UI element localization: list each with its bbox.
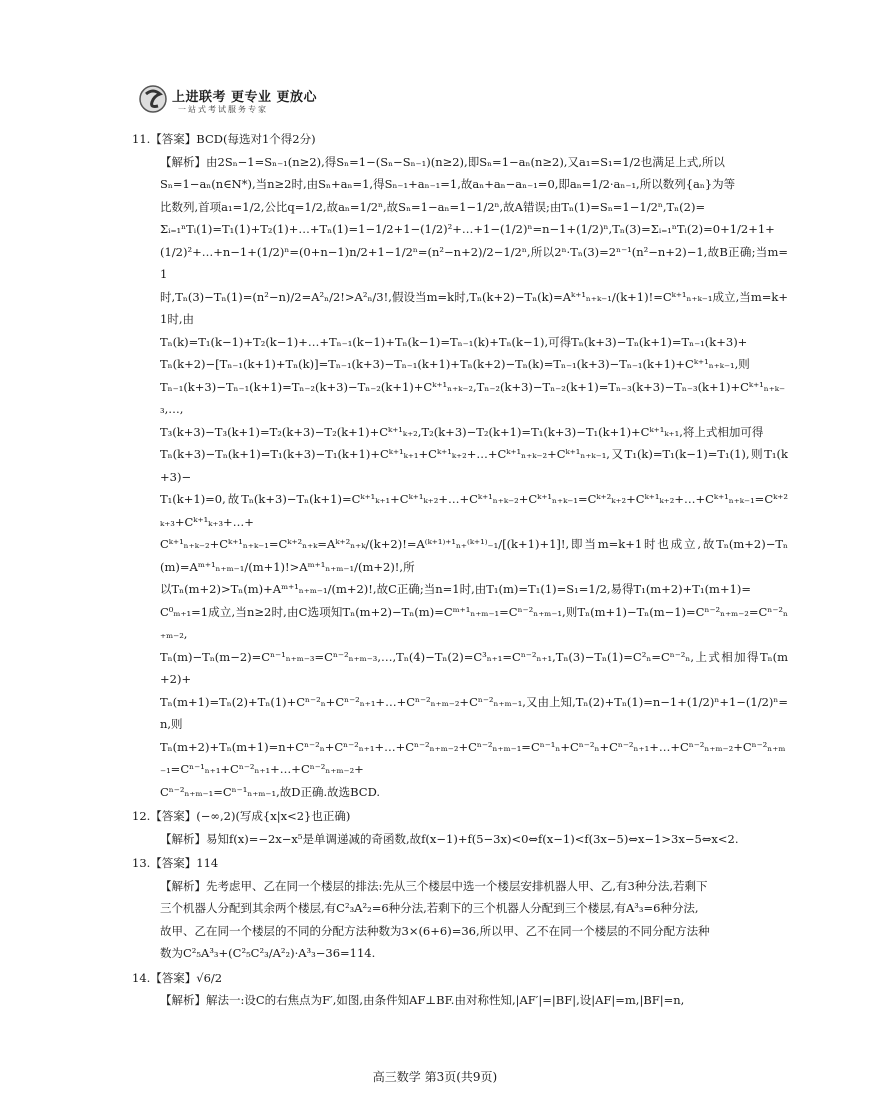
q11-line: T₁(k+1)=0,故Tₙ(k+3)−Tₙ(k+1)=Cᵏ⁺¹ₖ₊₁+Cᵏ⁺¹ₖ₊₂+…+Cᵏ⁺¹ₙ₊ₖ₋₂+Cᵏ⁺¹ₙ₊ₖ₋₁=Cᵏ⁺²ₖ₊₂+Cᵏ⁺¹ₖ₊₂+…+Cᵏ⁺¹ₙ₊ₖ₋₁=Cᵏ⁺²ₖ₊₃+Cᵏ⁺¹ₖ₊₃+…+ — [160, 492, 788, 529]
q13-line: 【解析】先考虑甲、乙在同一个楼层的排法:先从三个楼层中选一个楼层安排机器人甲、乙,有3种分法,若剩下 — [160, 878, 708, 893]
brand-slogan: 一站式考试服务专家 — [178, 105, 268, 114]
q12-answer: 12.【答案】(−∞,2)(写成{x|x<2}也正确) — [132, 809, 351, 823]
q11-line: (1/2)²+…+n−1+(1/2)ⁿ=(0+n−1)n/2+1−1/2ⁿ=(n²−n+2)/2−1/2ⁿ,所以2ⁿ·Tₙ(3)=2ⁿ⁻¹(n²−n+2)−1,故B正确;当m=1 — [160, 244, 788, 281]
q12-line: 【解析】易知f(x)=−2x−x⁵是单调递减的奇函数,故f(x−1)+f(5−3x)<0⇔f(x−1)<f(3x−5)⇔x−1>3x−5⇔x<2. — [160, 831, 739, 846]
q14-analysis — [148, 989, 788, 1012]
header — [138, 84, 438, 124]
q11-line: 【解析】由2Sₙ−1=Sₙ₋₁(n≥2),得Sₙ=1−(Sₙ−Sₙ₋₁)(n≥2),即Sₙ=1−aₙ(n≥2),又a₁=S₁=1/2也满足上式,所以 — [160, 154, 725, 169]
q11-analysis — [148, 151, 788, 804]
q11-line: 时,Tₙ(3)−Tₙ(1)=(n²−n)/2=A²ₙ/2!>A²ₙ/3!,假设当m=k时,Tₙ(k+2)−Tₙ(k)=Aᵏ⁺¹ₙ₊ₖ₋₁/(k+1)!=Cᵏ⁺¹ₙ₊ₖ₋₁成立,当m=k+1时,由 — [160, 289, 788, 326]
q14-answer: 14.【答案】√6/2 — [132, 970, 223, 985]
q13-line: 数为C²₅A³₃+(C²₅C²₃/A²₂)·A³₃−36=114. — [160, 946, 376, 960]
q11-line: 比数列,首项a₁=1/2,公比q=1/2,故aₙ=1/2ⁿ,故Sₙ=1−aₙ=1−1/2ⁿ,故A错误;由Tₙ(1)=Sₙ=1−1/2ⁿ,Tₙ(2)= — [160, 199, 706, 214]
q11-line: Tₙ(k+2)−[Tₙ₋₁(k+1)+Tₙ(k)]=Tₙ₋₁(k+3)−Tₙ₋₁(k+1)+Tₙ(k+2)−Tₙ(k)=Tₙ₋₁(k+3)−Tₙ₋₁(k+1)+Cᵏ⁺¹ₙ₊ₖ₋₁,则 — [160, 357, 750, 371]
q11-line: Σᵢ₌₁ⁿTᵢ(1)=T₁(1)+T₂(1)+…+Tₙ(1)=1−1/2+1−(1/2)²+…+1−(1/2)ⁿ=n−1+(1/2)ⁿ,Tₙ(3)=Σᵢ₌₁ⁿTᵢ(2)=0+1/2+1+ — [160, 222, 775, 236]
q11-line: 以Tₙ(m+2)>Tₙ(m)+Aᵐ⁺¹ₙ₊ₘ₋₁/(m+2)!,故C正确;当n=1时,由T₁(m)=T₁(1)=S₁=1/2,易得T₁(m+2)+T₁(m+1)= — [160, 582, 752, 596]
q13-line: 故甲、乙在同一个楼层的不同的分配方法种数为3×(6+6)=36,所以甲、乙不在同一个楼层的不同分配方法种 — [160, 923, 710, 938]
q11-line: Tₙ(k)=T₁(k−1)+T₂(k−1)+…+Tₙ₋₁(k−1)+Tₙ(k−1)=Tₙ₋₁(k)+Tₙ(k−1),可得Tₙ(k+3)−Tₙ(k+1)=Tₙ₋₁(k+3)+ — [160, 334, 748, 349]
q11-line: Cⁿ⁻²ₙ₊ₘ₋₁=Cⁿ⁻¹ₙ₊ₘ₋₁,故D正确.故选BCD. — [160, 784, 381, 799]
q13-analysis — [148, 875, 788, 965]
q11-line: Sₙ=1−aₙ(n∈N*),当n≥2时,由Sₙ+aₙ=1,得Sₙ₋₁+aₙ₋₁=1,故aₙ+aₙ−aₙ₋₁=0,即aₙ=1/2·aₙ₋₁,所以数列{aₙ}为等 — [160, 177, 736, 191]
q11-line: Tₙ₋₁(k+3)−Tₙ₋₁(k+1)=Tₙ₋₂(k+3)−Tₙ₋₂(k+1)+Cᵏ⁺¹ₙ₊ₖ₋₂,Tₙ₋₂(k+3)−Tₙ₋₂(k+1)=Tₙ₋₃(k+3)−Tₙ₋₃(k+1)+Cᵏ⁺¹ₙ₊ₖ₋₃,…, — [160, 379, 786, 416]
q11-line: Tₙ(k+3)−Tₙ(k+1)=T₁(k+3)−T₁(k+1)+Cᵏ⁺¹ₖ₊₁+Cᵏ⁺¹ₖ₊₂+…+Cᵏ⁺¹ₙ₊ₖ₋₂+Cᵏ⁺¹ₙ₊ₖ₋₁,又T₁(k)=T₁(k−1)=T₁(1),则T₁(k+3)− — [160, 447, 788, 484]
logo-icon — [138, 84, 168, 114]
q11-answer: 11.【答案】BCD(每选对1个得2分) — [132, 132, 316, 146]
q11-line: Tₙ(m)−Tₙ(m−2)=Cⁿ⁻¹ₙ₊ₘ₋₃=Cⁿ⁻²ₙ₊ₘ₋₃,…,Tₙ(4)−Tₙ(2)=C³ₙ₊₁=Cⁿ⁻²ₙ₊₁,Tₙ(3)−Tₙ(1)=C²ₙ=Cⁿ⁻²ₙ,上式相加得Tₙ(m+2)+ — [160, 649, 788, 686]
q11-line: Tₙ(m+1)=Tₙ(2)+Tₙ(1)+Cⁿ⁻²ₙ+Cⁿ⁻²ₙ₊₁+…+Cⁿ⁻²ₙ₊ₘ₋₂+Cⁿ⁻²ₙ₊ₘ₋₁,又由上知,Tₙ(2)+Tₙ(1)=n−1+(1/2)ⁿ+1−(1/2)ⁿ=n,则 — [160, 694, 788, 731]
q11-line: Tₙ(m+2)+Tₙ(m+1)=n+Cⁿ⁻²ₙ+Cⁿ⁻²ₙ₊₁+…+Cⁿ⁻²ₙ₊ₘ₋₂+Cⁿ⁻²ₙ₊ₘ₋₁=Cⁿ⁻¹ₙ+Cⁿ⁻²ₙ+Cⁿ⁻²ₙ₊₁+…+Cⁿ⁻²ₙ₊ₘ₋₂+Cⁿ⁻²ₙ₊ₘ₋₁=Cⁿ⁻¹ₙ₊₁+Cⁿ⁻²ₙ₊₁+…+Cⁿ⁻²ₙ₊ₘ₋₂+ — [160, 739, 786, 776]
q11-line: Cᵏ⁺¹ₙ₊ₖ₋₂+Cᵏ⁺¹ₙ₊ₖ₋₁=Cᵏ⁺²ₙ₊ₖ=Aᵏ⁺²ₙ₊ₖ/(k+2)!=A⁽ᵏ⁺¹⁾⁺¹ₙ₊⁽ᵏ⁺¹⁾₋₁/[(k+1)+1]!,即当m=k+1时也成立,故Tₙ(m+2)−Tₙ(m)=Aᵐ⁺¹ₙ₊ₘ₋₁/(m+1)!>Aᵐ⁺¹ₙ₊ₘ₋₁/(m+2)!,所 — [160, 537, 788, 574]
q11-line: C⁰ₘ₊₁=1成立,当n≥2时,由C选项知Tₙ(m+2)−Tₙ(m)=Cᵐ⁺¹ₙ₊ₘ₋₁=Cⁿ⁻²ₙ₊ₘ₋₁,则Tₙ(m+1)−Tₙ(m−1)=Cⁿ⁻²ₙ₊ₘ₋₂=Cⁿ⁻²ₙ₊ₘ₋₂, — [160, 604, 788, 641]
q11-line: T₃(k+3)−T₃(k+1)=T₂(k+3)−T₂(k+1)+Cᵏ⁺¹ₖ₊₂,T₂(k+3)−T₂(k+1)=T₁(k+3)−T₁(k+1)+Cᵏ⁺¹ₖ₊₁,将上式相加可得 — [160, 424, 764, 439]
q13-line: 三个机器人分配到其余两个楼层,有C²₃A²₂=6种分法,若剩下的三个机器人分配到三个楼层,有A³₃=6种分法, — [160, 901, 699, 915]
q14-line: 【解析】解法一:设C的右焦点为F′,如图,由条件知AF⊥BF.由对称性知,|AF′|=|BF|,设|AF|=m,|BF|=n, — [160, 993, 685, 1007]
q12-analysis — [148, 828, 788, 851]
page-footer: 高三数学 第3页(共9页) — [372, 1070, 498, 1084]
brand-title: 上进联考 更专业 更放心 — [172, 90, 318, 105]
solution-content — [132, 126, 788, 1012]
q13-answer: 13.【答案】114 — [132, 856, 219, 870]
